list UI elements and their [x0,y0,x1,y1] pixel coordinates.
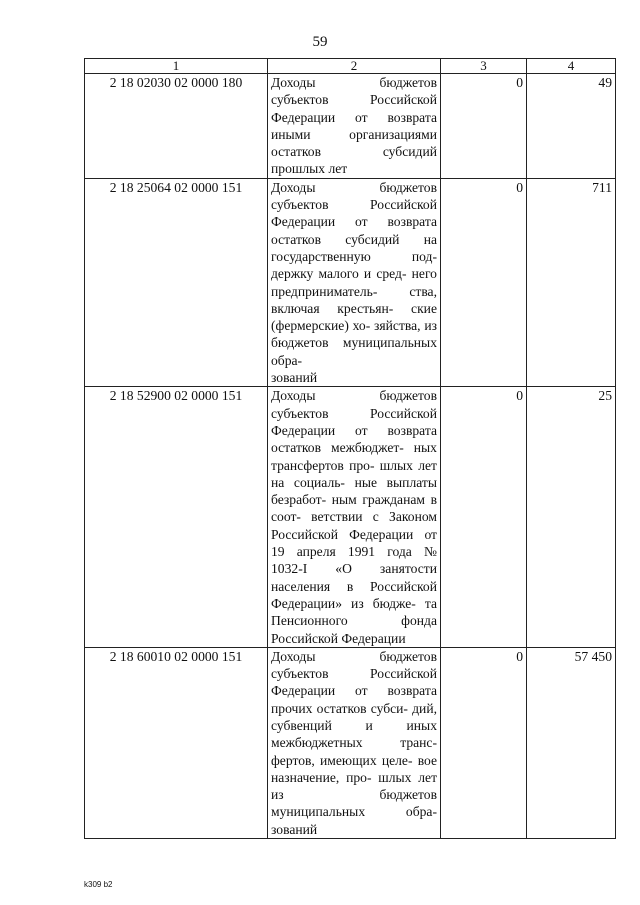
table-row [85,647,616,838]
column-3-value [441,178,527,387]
description-line: Доходы бюджетов [271,388,437,404]
description-line: муниципальных обра- [271,335,437,368]
column-3-value [441,387,527,647]
description-line: Федерации от возврата [271,214,437,230]
description-line: субъектов Российской [271,92,437,108]
description-line: ства, включая крестьян- [271,283,437,316]
description-line: от 19 апреля 1991 года [271,526,437,560]
budget-classification-code: 2 18 25064 02 0000 151 [85,178,268,387]
description-line: Российской Федерации [271,526,414,542]
table-row [85,74,616,179]
budget-classification-code: 2 18 52900 02 0000 151 [85,387,268,647]
column-4-value [527,647,616,838]
description-line: Доходы бюджетов [271,179,437,195]
budget-classification-code: 2 18 60010 02 0000 151 [85,647,268,838]
column-3-value-text: 0 [516,179,523,195]
description-line: населения в Российской [271,578,437,594]
description-line: иными организациями [271,126,437,142]
description-line: Федерации» из бюдже- [271,595,416,611]
column-4-value-text: 711 [592,179,612,195]
table-header-row [85,59,616,74]
description-line: зяйства, из бюджетов [271,318,437,351]
description-line: шлых лет на социаль- [271,457,437,490]
description-line: шлых лет из бюджетов [271,769,438,803]
description-line: Федерации от возврата [271,109,437,125]
income-description [268,387,441,647]
document-footer-code: k309 b2 [84,880,113,889]
description-line: остатков субсидий на [271,231,437,247]
description-line: субъектов Российской [271,666,437,682]
description-line: Федерации от возврата [271,422,437,438]
description-last-line: прошлых лет [271,161,348,177]
description-line: ские (фермерские) хо- [271,300,437,334]
description-line: ных трансфертов про- [271,440,437,473]
description-line: ные выплаты безработ- [271,474,437,508]
budget-classification-code: 2 18 02030 02 0000 180 [85,74,268,179]
column-header-2: 2 [268,59,441,74]
column-3-value-text: 0 [516,388,523,404]
description-last-line: Российской Федерации [271,630,406,646]
description-line: остатков межбюджет- [271,440,404,456]
description-line: Доходы бюджетов [271,75,437,90]
description-last-line: зований [271,821,318,837]
description-last-line: зований [271,370,318,386]
column-header-1: 1 [85,59,268,74]
column-4-value-text: 25 [598,388,612,404]
column-4-value-text: 49 [598,75,612,90]
description-line: межбюджетных транс- [271,735,437,751]
column-header-4: 4 [527,59,616,74]
description-line: дий, субвенций и иных [271,700,437,733]
description-line: та Пенсионного фонда [271,595,437,629]
description-line: № 1032-I «О занятости [271,544,437,577]
description-line: вое назначение, про- [271,752,438,785]
description-line: субъектов Российской [271,405,437,421]
description-line: него предприниматель- [271,266,437,299]
income-description [268,647,441,838]
column-3-value-text: 0 [516,648,523,664]
column-3-value [441,74,527,179]
description-line: ным гражданам в соот- [271,492,437,525]
description-line: Доходы бюджетов [271,648,437,664]
description-line: муниципальных обра- [271,804,437,820]
description-line: фертов, имеющих целе- [271,752,413,768]
table-row [85,387,616,647]
column-4-value [527,387,616,647]
column-3-value-text: 0 [516,75,523,90]
description-line: прочих остатков субси- [271,700,408,716]
column-4-value-text: 57 450 [574,648,612,664]
description-line: остатков субсидий [271,144,437,160]
income-description [268,178,441,387]
description-line: Федерации от возврата [271,683,437,699]
description-line: ветствии с Законом [311,509,437,525]
budget-table [84,58,616,839]
income-description [268,74,441,179]
table-row [85,178,616,387]
description-line: субъектов Российской [271,197,437,213]
column-4-value [527,74,616,179]
page-number: 59 [312,34,328,50]
column-header-3: 3 [441,59,527,74]
column-4-value [527,178,616,387]
description-line: государственную под- [271,248,437,264]
column-3-value [441,647,527,838]
description-line: держку малого и сред- [271,266,407,282]
